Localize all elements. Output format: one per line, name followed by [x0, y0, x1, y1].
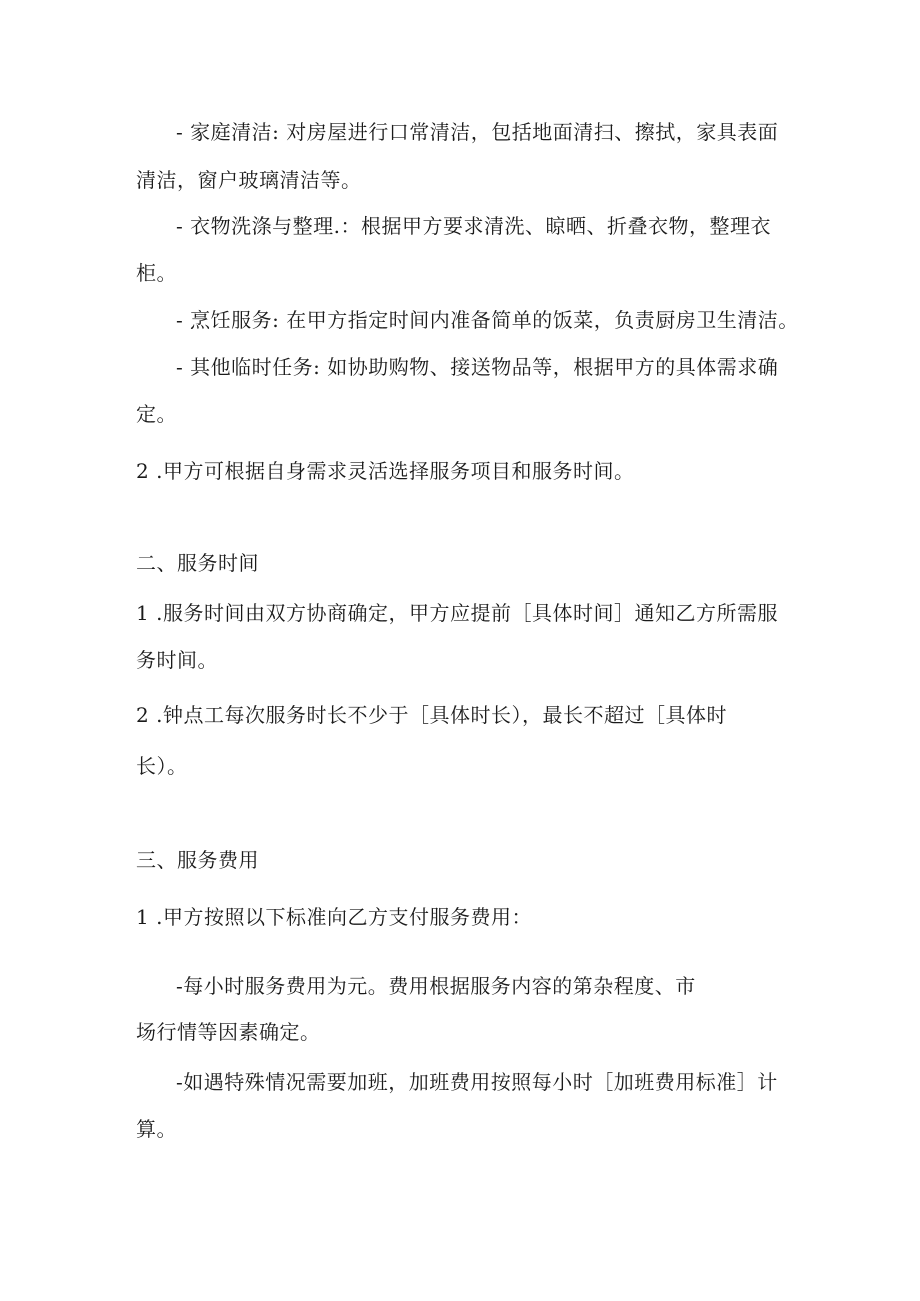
clause-time-negotiation-cont: 务时间。	[136, 648, 218, 672]
bullet-hourly-fee: -每小时服务费用为元。费用根据服务内容的第杂程度、市	[176, 974, 696, 998]
bullet-overtime: -如遇特殊情况需要加班，加班费用按照每小时［加班费用标准］计	[176, 1070, 778, 1094]
bullet-home-cleaning-cont: 清洁，窗户玻璃清洁等。	[136, 168, 362, 192]
bullet-other-tasks: - 其他临时任务: 如协助购物、接送物品等，根据甲方的具体需求确	[176, 355, 779, 379]
bullet-home-cleaning: - 家庭清洁: 对房屋进行口常清洁，包括地面清扫、擦拭，家具表面	[176, 120, 779, 144]
clause-duration: 2 .钟点工每次服务时长不少于［具体时长），最长不超过［具体时	[136, 703, 727, 727]
clause-service-selection: 2 .甲方可根据自身需求灵活选择服务项目和服务时间。	[136, 459, 635, 483]
bullet-overtime-cont: 算。	[136, 1117, 177, 1141]
clause-payment-standard: 1 .甲方按照以下标准向乙方支付服务费用：	[136, 905, 532, 929]
bullet-cooking: - 烹饪服务: 在甲方指定时间内准备简单的饭菜，负责厨房卫生清洁。	[176, 308, 799, 332]
section-heading-service-fee: 三、服务费用	[136, 848, 259, 872]
bullet-hourly-fee-cont: 场行情等因素确定。	[136, 1020, 321, 1044]
clause-time-negotiation: 1 .服务时间由双方协商确定，甲方应提前［具体时间］通知乙方所需服	[136, 601, 778, 625]
clause-duration-cont: 长）。	[136, 754, 188, 778]
bullet-laundry: - 衣物洗涤与整理.：根据甲方要求清洗、晾晒、折叠衣物，整理衣	[176, 214, 771, 238]
section-heading-service-time: 二、服务时间	[136, 551, 259, 575]
bullet-laundry-cont: 柜。	[136, 261, 177, 285]
bullet-other-tasks-cont: 定。	[136, 402, 177, 426]
